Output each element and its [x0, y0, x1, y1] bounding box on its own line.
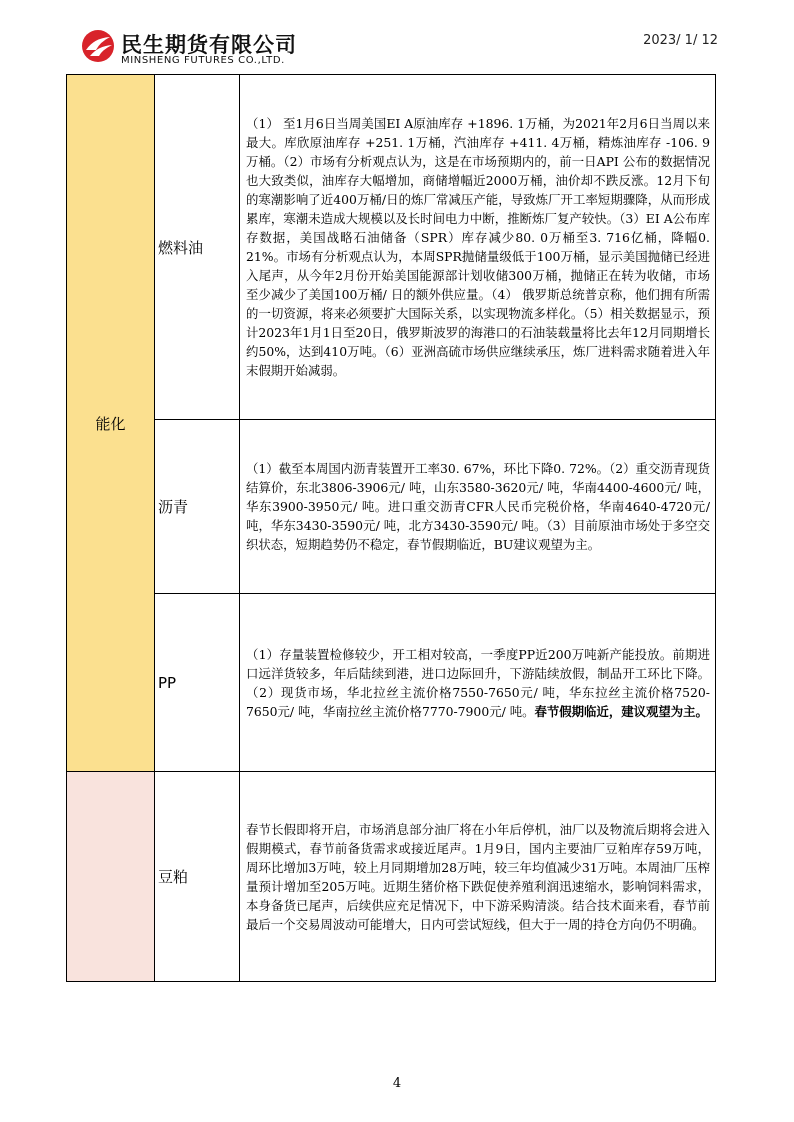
- content-pp: [240, 594, 715, 772]
- content-asphalt: [240, 420, 715, 594]
- commodity-table: [66, 74, 716, 982]
- fuel-oil-text: （1） 至1月6日当周美国EI A原油库存 +1896. 1万桶，为2021年2月6日当周以来最大。库欣原油库存 +251. 1万桶，汽油库存 +411. 4万桶，精炼油库存 -106. 9万桶。（2）市场有分析观点认为，这是在市场预期内的，前一日API 公布的数据情况也大致类似，油库存大幅增加，商储增幅近2000万桶，油价却不跌反涨。12月下旬的寒潮影响了近400万桶/日的炼厂常减压产能，导致炼厂开工率短期骤降，从而形成累库，寒潮未造成大规模以及长时间电力中断，推断炼厂复产较快。（3）EI A公布库存数据，美国战略石油储备（SPR）库存减少80. 0万桶至3. 716亿桶，降幅0. 21%。市场有分析观点认为，本周SPR抛储量级低于100万桶，显示美国抛储已经进入尾声，从今年2月份开始美国能源部计划收储300万桶，抛储正在转为收储，市场至少减少了美国100万桶/ 日的额外供应量。（4） 俄罗斯总统普京称，他们拥有所需的一切资源，将来必须要扩大国际关系，以实现物流多样化。（5）相关数据显示，预计2023年1月1日至20日，俄罗斯波罗的海港口的石油装载量将比去年12月同期增长约50%，达到410万吨。（6）亚洲高硫市场供应继续承压，炼厂进料需求随着进入年末假期开始减弱。: [246, 116, 710, 378]
- soybean-meal-text: 春节长假即将开启，市场消息部分油厂将在小年后停机，油厂以及物流后期将会进入假期模式，春节前备货需求或接近尾声。1月9日，国内主要油厂豆粕库存59万吨，周环比增加3万吨，较上月同期增加28万吨，较三年均值减少31万吨。本周油厂压榨量预计增加至205万吨。近期生猪价格下跌促使养殖利润迅速缩水，影响饲料需求，本身备货已尾声，后续供应充足情况下，中下游采购清淡。结合技术面来看，春节前最后一个交易周波动可能增大，日内可尝试短线，但大于一周的持仓方向仍不明确。: [246, 821, 710, 932]
- product-soybean-meal: 豆粕: [155, 772, 240, 981]
- product-asphalt: 沥青: [155, 420, 240, 594]
- page-header: [0, 0, 794, 70]
- pp-text: [246, 645, 710, 721]
- asphalt-text: （1）截至本周国内沥青装置开工率30. 67%，环比下降0. 72%。（2）重交沥青现货结算价，东北3806-3906元/ 吨，山东3580-3620元/ 吨，华南4400-4600元/ 吨，华东3900-3950元/ 吨。进口重交沥青CFR人民币完税价格，华南4640-4720元/ 吨，华东3430-3590元/ 吨，北方3430-3590元/ 吨。（3）目前原油市场处于多空交织状态，短期趋势仍不稳定，春节假期临近，BU建议观望为主。: [246, 461, 710, 552]
- pp-text-body: （1）存量装置检修较少，开工相对较高，一季度PP近200万吨新产能投放。前期进口远洋货较多，年后陆续到港，进口边际回升，下游陆续放假，制品开工环比下降。（2）现货市场，华北拉丝主流价格7550-7650元/ 吨，华东拉丝主流价格7520-7650元/ 吨，华南拉丝主流价格7770-7900元/ 吨。: [246, 646, 710, 719]
- product-fuel-oil: 燃料油: [155, 75, 240, 420]
- pp-text-conclusion: 春节假期临近，建议观望为主。: [534, 703, 708, 719]
- company-name-cn: 民生期货有限公司: [121, 33, 297, 57]
- company-name-en: MINSHENG FUTURES CO.,LTD.: [121, 55, 285, 66]
- content-fuel-oil: [240, 75, 715, 420]
- page-number: 4: [392, 1076, 402, 1091]
- product-pp: PP: [155, 594, 240, 772]
- sector-energy-chemicals: 能化: [67, 75, 155, 772]
- minsheng-logo-icon: [80, 28, 116, 64]
- sector-agriculture: [67, 772, 155, 981]
- report-date: 2023/ 1/ 12: [643, 33, 718, 48]
- content-soybean-meal: [240, 772, 715, 981]
